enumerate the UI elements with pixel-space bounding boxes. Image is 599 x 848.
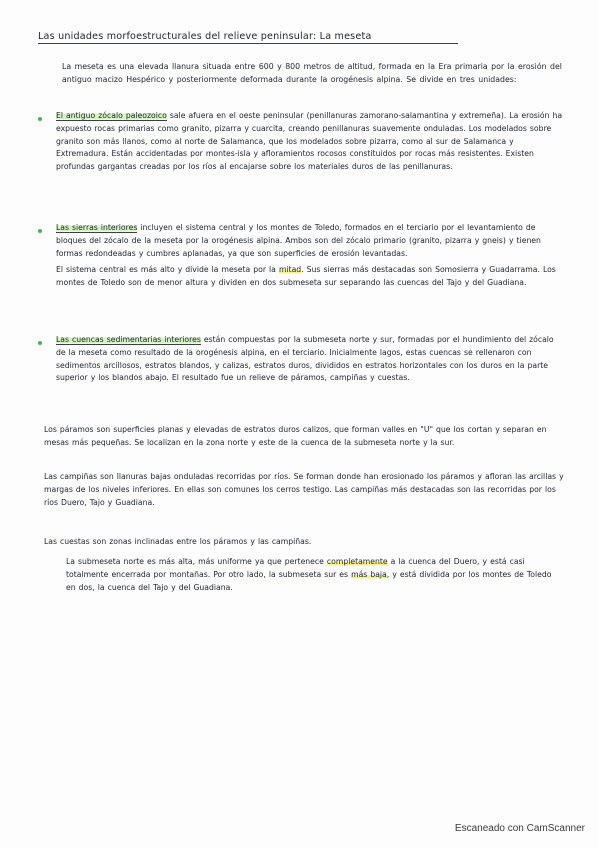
campinas-paragraph — [44, 471, 564, 513]
cuestas-text: Las cuestas son zonas inclinadas entre los páramos y las campiñas. — [44, 537, 312, 546]
highlighted-word: más baja — [351, 569, 387, 579]
section-body: sale afuera en el oeste peninsular (penillanuras zamorano-salamantina y extremeña). La erosión ha expuesto rocas primarias como granito, pizarra y cuarcita, creando penillanuras suavemente onduladas. Los modelados sobre granito son más llanos, como al norte de Salamanca, que los modelados sobre pizarra, como al sur de Salamanca y Extremadura. Están accidentadas por montes-isla y afloramientos rocosos constituidos por rocas más resistentes. Existen profundas gargantas creadas por los ríos al encajarse sobre los materiales duros de las penillanuras. — [56, 111, 563, 172]
campinas-text: Las campiñas son llanuras bajas onduladas recorridas por ríos. Se forman donde han erosionado los páramos y afloran las arcillas y margas de los niveles inferiores. En ellas son comunes los cerros testigo. Las campiñas más destacadas son las recorridas por los ríos Duero, Tajo y Guadiana. — [44, 472, 564, 507]
section-heading: Las sierras interiores — [56, 223, 138, 232]
bullet-icon — [38, 341, 42, 345]
closing-body: La submeseta norte es más alta, más uniforme ya que pertenece — [66, 557, 327, 566]
closing-text — [66, 556, 564, 594]
section-cuencas — [56, 334, 564, 389]
section-body: están compuestas por la submeseta norte y sur, formadas por el hundimiento del zócalo de la meseta como resultado de la orogénesis alpina, en el terciario. Inicialmente lagos, estas cuencas se rellenaron con sedimentos arcillosos, estratos blandos, y calizas, estratos duros, divididos en estratos horizontales con los duros en la parte superior y los blandos abajo. El resultado fue un relieve de páramos, campiñas y cuestas. — [56, 335, 554, 383]
paramos-text: Los páramos son superficies planas y elevadas de estratos duros calizos, que forman valles en "U" que los cortan y separan en mesas más pequeñas. Se localizan en la zona norte y este de la cuenca de la submeseta norte y la sur. — [44, 425, 547, 447]
page-title: Las unidades morfoestructurales del relieve peninsular: La meseta — [38, 31, 458, 44]
closing-body: , y está dividida por los montes de Toledo en dos, la cuenca del Tajo y del Guadiana. — [66, 569, 552, 592]
section-body: . Sus sierras más destacadas son Somosierra y Guadarrama. Los montes de Toledo son de menor altura y dividen en dos submeseta sur separando las cuencas del Tajo y del Guadiana. — [56, 265, 556, 288]
bullet-icon — [38, 229, 42, 233]
section-sierras-text-2 — [56, 264, 564, 290]
bullet-icon — [38, 117, 42, 121]
cuestas-paragraph — [44, 536, 564, 553]
section-zocalo-text — [56, 110, 564, 174]
closing-paragraph — [66, 556, 564, 598]
section-body: incluyen el sistema central y los montes de Toledo, formados en el terciario por el levantamiento de bloques del zócalo de la meseta por la orogénesis alpina. Ambos son del zócalo primario (granito, pizarra y gneis) y tienen formas redondeadas y cumbres aplanadas, ya que son superficies de erosión levantadas. — [56, 223, 541, 258]
section-sierras-text — [56, 222, 564, 260]
section-body: El sistema central es más alto y divide la meseta por la — [56, 265, 279, 275]
section-heading: El antiguo zócalo paleozoico — [56, 111, 167, 120]
highlighted-word: mitad — [278, 265, 302, 275]
intro-paragraph: La meseta es una elevada llanura situada entre 600 y 800 metros de altitud, formada en la Era primaria por la erosión del antiguo macizo Hespérico y posteriormente deformada durante la orogénesis alpina. Se divide en tres unidades: — [62, 62, 562, 84]
closing-body: a la cuenca del Duero, y está casi totalmente encerrada por montañas. Por otro lado, la submeseta sur es — [66, 557, 525, 579]
section-cuencas-text — [56, 334, 564, 385]
scanner-watermark: Escaneado con CamScanner — [454, 823, 585, 834]
section-sierras — [56, 222, 564, 294]
section-heading: Las cuencas sedimentarias interiores — [56, 335, 201, 344]
highlighted-word: completamente — [326, 557, 388, 566]
paramos-paragraph — [44, 424, 564, 454]
section-zocalo — [56, 110, 564, 178]
